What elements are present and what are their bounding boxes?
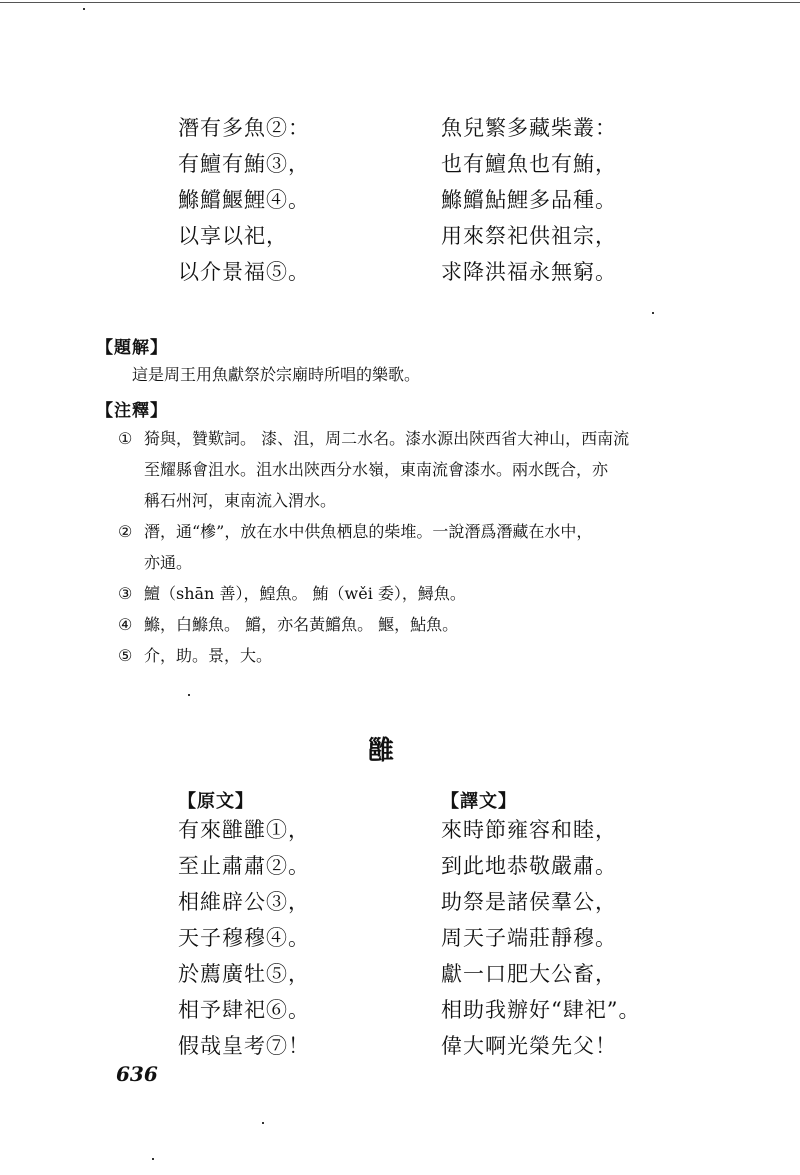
poem2-original-line: 天子穆穆④。	[178, 926, 310, 950]
poem2-original-line: 至止肅肅②。	[178, 854, 310, 878]
note-text: 鰷，白鰷魚。 鱨，亦名黃鱨魚。 鰋，鮎魚。	[144, 615, 459, 634]
poem1-translation-line: 鰷鱨鮎鯉多品種。	[441, 188, 617, 212]
poem1-original-line: 潛有多魚②：	[178, 116, 310, 140]
poem2-original-line: 於薦廣牡⑤，	[178, 962, 310, 986]
translation-heading: 【譯文】	[441, 791, 517, 812]
poem1-translation-line: 求降洪福永無窮。	[441, 260, 617, 284]
note-line	[118, 485, 629, 516]
note-text: 亦通。	[144, 553, 193, 572]
poem2-original-line: 相予肆祀⑥。	[178, 998, 310, 1022]
note-line	[118, 454, 629, 485]
poem2-translation-line: 助祭是諸侯羣公，	[441, 890, 617, 914]
poem1-translation-line: 用來祭祀供祖宗，	[441, 224, 617, 248]
scan-speck	[652, 312, 654, 314]
note-line	[118, 423, 629, 454]
poem1-original-column	[178, 110, 310, 290]
note-text: 介，助。景，大。	[144, 646, 273, 665]
poem2-original-line: 相維辟公③，	[178, 890, 310, 914]
poem2-original-line: 有來雝雝①，	[178, 818, 310, 842]
tijie-text: 這是周王用魚獻祭於宗廟時所唱的樂歌。	[132, 365, 421, 384]
note-text: 潛，通“槮”，放在水中供魚栖息的柴堆。一說潛爲潛藏在水中，	[144, 522, 593, 541]
notes-list	[118, 423, 629, 671]
poem2-translation-line: 偉大啊光榮先父！	[441, 1034, 617, 1058]
note-text: 鱣（shān 善），鰉魚。 鮪（wěi 委），鱘魚。	[144, 584, 466, 603]
note-number: ③	[118, 584, 133, 603]
note-line	[118, 609, 629, 640]
note-line	[118, 578, 629, 609]
tijie-heading: 【題解】	[96, 338, 168, 358]
scan-speck	[152, 1158, 154, 1160]
note-line	[118, 547, 629, 578]
poem2-translation-line: 獻一口肥大公畜，	[441, 962, 617, 986]
poem1-original-line: 有鱣有鮪③，	[178, 152, 310, 176]
poem1-original-line: 以享以祀，	[178, 224, 288, 248]
poem1-translation-line: 也有鱣魚也有鮪，	[441, 152, 617, 176]
scan-speck	[188, 694, 190, 696]
poem2-original-line: 假哉皇考⑦！	[178, 1034, 310, 1058]
note-line	[118, 640, 629, 671]
poem-title: 雝	[368, 736, 395, 766]
note-number: ②	[118, 522, 133, 541]
note-text: 至耀縣會沮水。沮水出陝西分水嶺，東南流會漆水。兩水旣合，亦	[144, 460, 609, 479]
zhushi-heading: 【注釋】	[96, 401, 168, 421]
scan-speck	[262, 1122, 264, 1124]
poem1-translation-line: 魚兒繁多藏柴叢：	[441, 116, 617, 140]
original-heading: 【原文】	[178, 791, 254, 812]
poem2-translation-line: 到此地恭敬嚴肅。	[441, 854, 617, 878]
scan-speck	[83, 8, 85, 10]
poem2-translation-line: 相助我辦好“肆祀”。	[441, 998, 641, 1022]
note-number: ④	[118, 615, 133, 634]
poem1-translation-column	[441, 110, 617, 290]
poem2-translation-column	[441, 812, 640, 1064]
note-number: ⑤	[118, 646, 133, 665]
note-text: 猗與，贊歎詞。 漆、沮，周二水名。漆水源出陝西省大神山，西南流	[144, 429, 630, 448]
poem1-original-line: 以介景福⑤。	[178, 260, 310, 284]
poem2-translation-line: 來時節雍容和睦，	[441, 818, 617, 842]
note-line	[118, 516, 629, 547]
page-number: 636	[116, 1062, 158, 1086]
poem2-original-column	[178, 812, 310, 1064]
poem1-original-line: 鰷鱨鰋鯉④。	[178, 188, 310, 212]
scan-edge-line	[0, 2, 800, 3]
note-text: 稱石州河，東南流入渭水。	[144, 491, 337, 510]
note-number: ①	[118, 429, 133, 448]
poem2-translation-line: 周天子端莊靜穆。	[441, 926, 617, 950]
